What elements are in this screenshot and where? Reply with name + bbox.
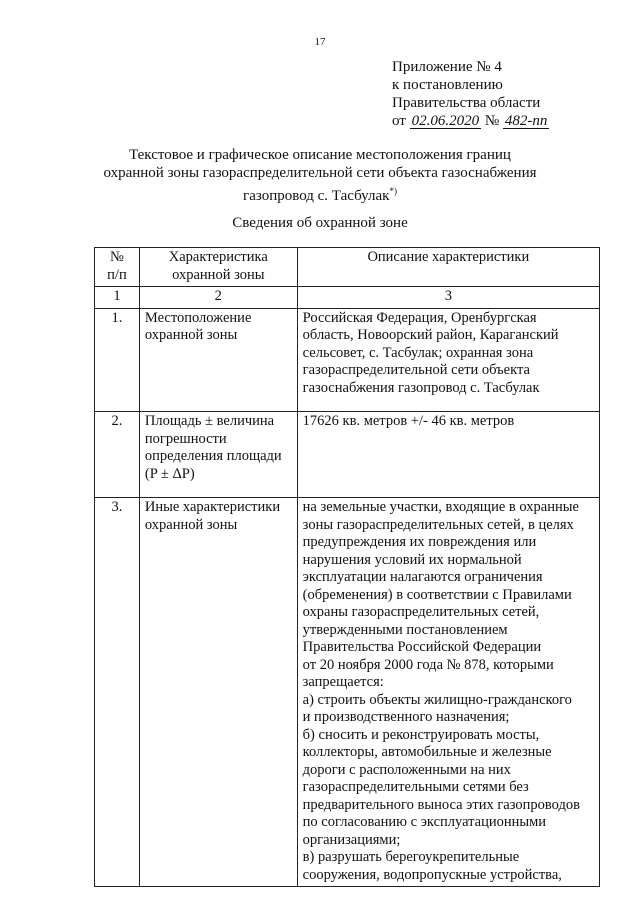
appendix-date-line [392, 112, 549, 130]
row-1-name [139, 308, 297, 412]
appendix-line-1: Приложение № 4 [392, 59, 502, 75]
row-3-desc-line: от 20 ноября 2000 года № 878, которыми [302, 656, 554, 673]
row-3-desc-line: и производственного назначения; [302, 709, 510, 725]
from-label: от [392, 113, 406, 129]
row-3-name-line: охранной зоны [144, 516, 238, 533]
row-3-desc-line: в) разрушать берегоукрепительные [302, 849, 520, 865]
table-row [95, 498, 600, 887]
row-2-name-line: (P ± ΔP) [144, 465, 195, 482]
row-1-desc-line: сельсовет, с. Тасбулак; охранная зона [302, 344, 534, 361]
title-line-1: Текстовое и графическое описание местоположения границ [129, 147, 511, 163]
row-3-desc-line: газораспределительными сетями без [302, 779, 529, 795]
column-number-1: 1 [95, 287, 140, 309]
row-3-desc-line: организациями; [302, 831, 401, 848]
header-characteristic [139, 248, 297, 287]
row-3-desc-line: предварительного выноса этих газопроводов [302, 796, 580, 813]
row-2-desc-line: 17626 кв. метров +/- 46 кв. метров [302, 413, 515, 429]
appendix-line-3: Правительства области [392, 95, 541, 111]
header-num-line-1: № [110, 249, 124, 265]
header-description: Описание характеристики [297, 248, 599, 287]
header-num-line-2: п/п [107, 266, 127, 283]
row-2-num: 2. [95, 412, 140, 498]
title-line-3-text: газопровод с. Тасбулак [243, 188, 390, 204]
row-3-num: 3. [95, 498, 140, 887]
row-3-desc-line: коллекторы, автомобильные и железные [302, 744, 552, 760]
zone-info-table [94, 247, 600, 887]
column-number-3: 3 [297, 287, 599, 309]
row-3-desc-line: нарушения условий их нормальной [302, 551, 522, 568]
header-char-line-1: Характеристика [168, 249, 268, 265]
row-3-desc-line: б) сносить и реконструировать мосты, [302, 726, 540, 743]
row-3-desc-line: Правительства Российской Федерации [302, 639, 542, 655]
section-subtitle: Сведения об охранной зоне [232, 215, 408, 231]
handwritten-date: 02.06.2020 [411, 113, 480, 129]
row-3-desc-line: сооружения, водопропускные устройства, [302, 866, 562, 883]
row-1-desc [297, 308, 599, 412]
row-3-desc-line: а) строить объекты жилищно-гражданского [302, 691, 572, 708]
page-number: 17 [314, 36, 326, 48]
table-header-row [95, 248, 600, 287]
header-num [95, 248, 140, 287]
row-3-desc-line: предупреждения их повреждения или [302, 534, 537, 550]
footnote-mark: *) [389, 186, 397, 196]
table-row [95, 412, 600, 498]
handwritten-number: 482-пп [504, 113, 548, 129]
row-1-name-line: охранной зоны [144, 327, 238, 343]
row-3-desc [297, 498, 599, 887]
row-2-name-line: определения площади [144, 448, 282, 464]
appendix-line-2: к постановлению [392, 77, 503, 93]
row-3-desc-line: эксплуатации налагаются ограничения [302, 569, 543, 585]
row-3-desc-line: утвержденными постановлением [302, 621, 508, 638]
row-2-name-line: погрешности [144, 430, 227, 447]
row-3-name [139, 498, 297, 887]
document-title [100, 146, 540, 205]
row-3-desc-line: запрещается: [302, 674, 384, 690]
title-line-2: охранной зоны газораспределительной сети объекта газоснабжения [103, 165, 537, 181]
table-row [95, 308, 600, 412]
row-2-desc [297, 412, 599, 498]
appendix-block [392, 58, 549, 130]
row-3-desc-line: дороги с расположенными на них [302, 761, 511, 778]
row-1-num: 1. [95, 308, 140, 412]
row-1-desc-line: Российская Федерация, Оренбургская [302, 309, 537, 326]
row-3-desc-line: на земельные участки, входящие в охранные [302, 499, 579, 515]
row-1-desc-line: область, Новоорский район, Караганский [302, 327, 559, 343]
title-line-3 [100, 182, 540, 205]
row-3-name-line: Иные характеристики [144, 499, 281, 515]
row-1-name-line: Местоположение [144, 309, 252, 326]
row-1-desc-line: газоснабжения газопровод с. Тасбулак [302, 379, 540, 396]
column-number-row [95, 287, 600, 309]
header-char-line-2: охранной зоны [172, 266, 265, 283]
number-label: № [484, 113, 500, 129]
column-number-2: 2 [139, 287, 297, 309]
row-3-desc-line: (обременения) в соответствии с Правилами [302, 586, 572, 603]
row-3-desc-line: зоны газораспределительных сетей, в целях [302, 516, 574, 533]
row-2-name [139, 412, 297, 498]
row-3-desc-line: охраны газораспределительных сетей, [302, 604, 540, 620]
row-2-name-line: Площадь ± величина [144, 413, 275, 429]
row-1-desc-line: газораспределительной сети объекта [302, 362, 530, 378]
row-3-desc-line: по согласованию с эксплуатационными [302, 814, 547, 830]
